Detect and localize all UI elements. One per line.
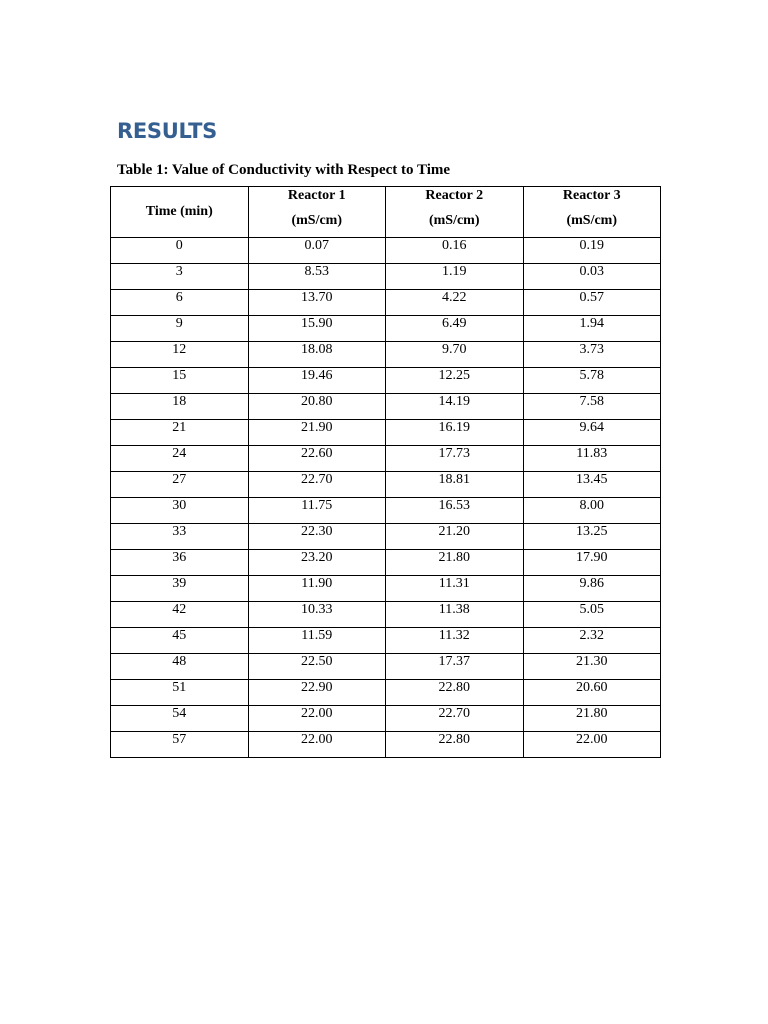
- cell-reactor-3: 0.57: [523, 290, 661, 316]
- column-header-unit: (mS/cm): [291, 213, 343, 228]
- cell-time: 15: [111, 368, 249, 394]
- table-row: [111, 264, 661, 290]
- cell-time: 3: [111, 264, 249, 290]
- cell-reactor-3: 9.86: [523, 576, 661, 602]
- cell-reactor-1: 22.00: [248, 706, 386, 732]
- conductivity-table: [110, 186, 661, 758]
- cell-time: 6: [111, 290, 249, 316]
- table-row: [111, 472, 661, 498]
- table-row: [111, 368, 661, 394]
- cell-reactor-3: 8.00: [523, 498, 661, 524]
- table-row: [111, 706, 661, 732]
- cell-time: 0: [111, 238, 249, 264]
- cell-time: 18: [111, 394, 249, 420]
- cell-reactor-2: 11.38: [386, 602, 524, 628]
- cell-reactor-1: 13.70: [248, 290, 386, 316]
- column-header-reactor-2: [386, 187, 524, 238]
- cell-reactor-1: 22.50: [248, 654, 386, 680]
- cell-time: 57: [111, 732, 249, 758]
- column-header-unit: (mS/cm): [428, 213, 480, 228]
- table-row: [111, 680, 661, 706]
- cell-reactor-3: 22.00: [523, 732, 661, 758]
- cell-reactor-3: 13.45: [523, 472, 661, 498]
- cell-reactor-1: 15.90: [248, 316, 386, 342]
- cell-reactor-1: 22.00: [248, 732, 386, 758]
- cell-reactor-3: 5.05: [523, 602, 661, 628]
- cell-time: 24: [111, 446, 249, 472]
- table-row: [111, 290, 661, 316]
- table-body: [111, 238, 661, 758]
- cell-reactor-2: 16.19: [386, 420, 524, 446]
- cell-reactor-3: 20.60: [523, 680, 661, 706]
- table-caption: Table 1: Value of Conductivity with Respect to Time: [117, 162, 451, 178]
- cell-reactor-1: 11.75: [248, 498, 386, 524]
- cell-time: 42: [111, 602, 249, 628]
- cell-reactor-2: 21.80: [386, 550, 524, 576]
- cell-time: 39: [111, 576, 249, 602]
- cell-reactor-3: 1.94: [523, 316, 661, 342]
- cell-reactor-2: 22.70: [386, 706, 524, 732]
- cell-reactor-2: 21.20: [386, 524, 524, 550]
- cell-reactor-3: 17.90: [523, 550, 661, 576]
- table-row: [111, 654, 661, 680]
- column-header-time: Time (min): [111, 187, 249, 238]
- table-row: [111, 420, 661, 446]
- cell-reactor-2: 18.81: [386, 472, 524, 498]
- cell-time: 27: [111, 472, 249, 498]
- table-row: [111, 498, 661, 524]
- column-header-label: Reactor 1: [287, 188, 346, 203]
- cell-reactor-1: 22.70: [248, 472, 386, 498]
- cell-reactor-1: 19.46: [248, 368, 386, 394]
- table-header: [111, 187, 661, 238]
- cell-reactor-2: 22.80: [386, 732, 524, 758]
- table-row: [111, 316, 661, 342]
- cell-reactor-2: 22.80: [386, 680, 524, 706]
- cell-time: 12: [111, 342, 249, 368]
- cell-reactor-2: 4.22: [386, 290, 524, 316]
- table-row: [111, 550, 661, 576]
- cell-reactor-1: 18.08: [248, 342, 386, 368]
- cell-reactor-2: 1.19: [386, 264, 524, 290]
- table-row: [111, 342, 661, 368]
- cell-reactor-1: 11.90: [248, 576, 386, 602]
- cell-reactor-3: 0.19: [523, 238, 661, 264]
- cell-reactor-1: 10.33: [248, 602, 386, 628]
- cell-reactor-2: 12.25: [386, 368, 524, 394]
- cell-reactor-3: 3.73: [523, 342, 661, 368]
- column-header-reactor-3: [523, 187, 661, 238]
- cell-time: 33: [111, 524, 249, 550]
- table-row: [111, 602, 661, 628]
- cell-time: 45: [111, 628, 249, 654]
- cell-reactor-2: 6.49: [386, 316, 524, 342]
- cell-reactor-2: 9.70: [386, 342, 524, 368]
- cell-time: 30: [111, 498, 249, 524]
- cell-reactor-1: 23.20: [248, 550, 386, 576]
- results-heading: RESULTS: [117, 119, 217, 143]
- cell-reactor-2: 0.16: [386, 238, 524, 264]
- table-row: [111, 576, 661, 602]
- cell-reactor-1: 0.07: [248, 238, 386, 264]
- cell-reactor-3: 2.32: [523, 628, 661, 654]
- cell-reactor-3: 13.25: [523, 524, 661, 550]
- column-header-label: Reactor 2: [425, 188, 484, 203]
- cell-reactor-2: 14.19: [386, 394, 524, 420]
- cell-reactor-3: 7.58: [523, 394, 661, 420]
- cell-reactor-3: 11.83: [523, 446, 661, 472]
- column-header-label: Reactor 3: [562, 188, 621, 203]
- cell-reactor-2: 17.73: [386, 446, 524, 472]
- cell-reactor-2: 17.37: [386, 654, 524, 680]
- cell-time: 51: [111, 680, 249, 706]
- table-row: [111, 524, 661, 550]
- cell-time: 54: [111, 706, 249, 732]
- cell-reactor-2: 11.32: [386, 628, 524, 654]
- cell-time: 21: [111, 420, 249, 446]
- table-row: [111, 628, 661, 654]
- cell-reactor-3: 21.30: [523, 654, 661, 680]
- cell-reactor-1: 11.59: [248, 628, 386, 654]
- cell-time: 9: [111, 316, 249, 342]
- cell-reactor-1: 8.53: [248, 264, 386, 290]
- cell-reactor-2: 11.31: [386, 576, 524, 602]
- cell-reactor-1: 22.60: [248, 446, 386, 472]
- cell-reactor-2: 16.53: [386, 498, 524, 524]
- cell-reactor-3: 0.03: [523, 264, 661, 290]
- cell-reactor-3: 5.78: [523, 368, 661, 394]
- column-header-reactor-1: [248, 187, 386, 238]
- cell-reactor-3: 21.80: [523, 706, 661, 732]
- table-row: [111, 238, 661, 264]
- cell-reactor-1: 20.80: [248, 394, 386, 420]
- cell-reactor-3: 9.64: [523, 420, 661, 446]
- table-row: [111, 394, 661, 420]
- column-header-unit: (mS/cm): [566, 213, 618, 228]
- table-row: [111, 446, 661, 472]
- cell-reactor-1: 22.90: [248, 680, 386, 706]
- cell-time: 36: [111, 550, 249, 576]
- cell-reactor-1: 21.90: [248, 420, 386, 446]
- cell-time: 48: [111, 654, 249, 680]
- header-row: [111, 187, 661, 238]
- table-row: [111, 732, 661, 758]
- cell-reactor-1: 22.30: [248, 524, 386, 550]
